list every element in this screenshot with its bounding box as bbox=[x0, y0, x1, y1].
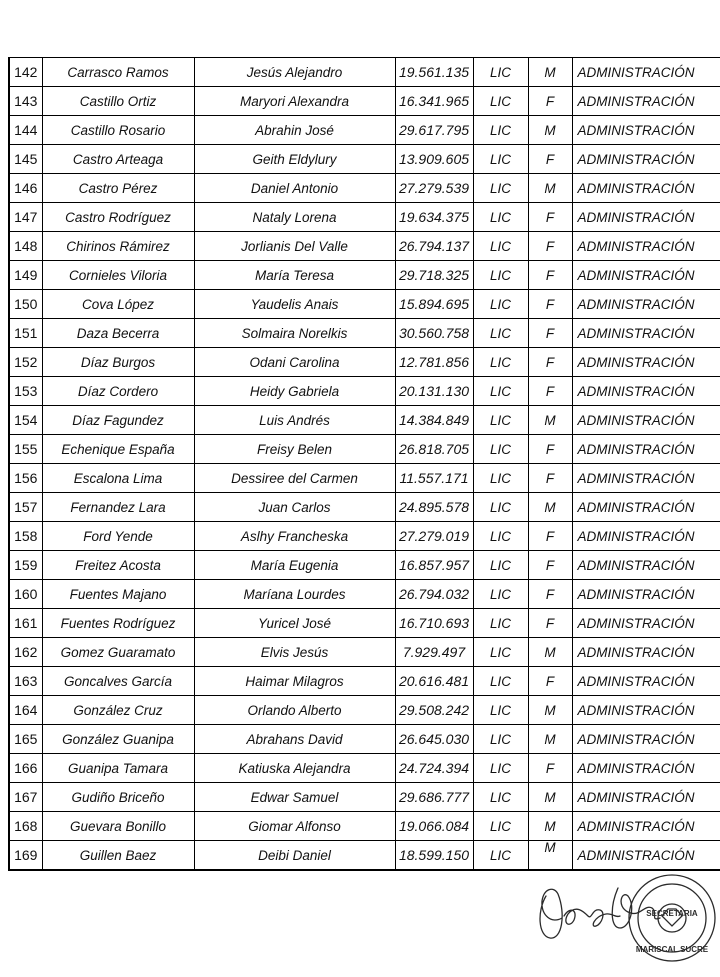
id-number-cell: 19.066.084 bbox=[395, 812, 473, 841]
sex-cell: F bbox=[528, 522, 572, 551]
id-number-cell: 16.710.693 bbox=[395, 609, 473, 638]
id-number-cell: 26.645.030 bbox=[395, 725, 473, 754]
id-number-cell: 11.557.171 bbox=[395, 464, 473, 493]
given-names-cell: Heidy Gabriela bbox=[194, 377, 395, 406]
given-names-cell: Maryori Alexandra bbox=[194, 87, 395, 116]
id-number-cell: 12.781.856 bbox=[395, 348, 473, 377]
sex-cell: M bbox=[528, 174, 572, 203]
row-number-cell: 150 bbox=[9, 290, 42, 319]
sex-cell: F bbox=[528, 348, 572, 377]
degree-level-cell: LIC bbox=[473, 667, 528, 696]
given-names-cell: María Eugenia bbox=[194, 551, 395, 580]
surname-cell: Castro Rodríguez bbox=[42, 203, 194, 232]
sex-cell: M bbox=[528, 638, 572, 667]
sex-cell: M bbox=[528, 406, 572, 435]
table-row bbox=[9, 348, 720, 377]
career-cell: ADMINISTRACIÓN bbox=[572, 261, 720, 290]
career-cell: ADMINISTRACIÓN bbox=[572, 406, 720, 435]
sex-cell: M bbox=[528, 841, 572, 871]
career-cell: ADMINISTRACIÓN bbox=[572, 116, 720, 145]
degree-level-cell: LIC bbox=[473, 696, 528, 725]
career-cell: ADMINISTRACIÓN bbox=[572, 551, 720, 580]
table-row bbox=[9, 580, 720, 609]
given-names-cell: Jorlianis Del Valle bbox=[194, 232, 395, 261]
degree-level-cell: LIC bbox=[473, 290, 528, 319]
degree-level-cell: LIC bbox=[473, 725, 528, 754]
surname-cell: Echenique España bbox=[42, 435, 194, 464]
table-row bbox=[9, 783, 720, 812]
career-cell: ADMINISTRACIÓN bbox=[572, 348, 720, 377]
table-row bbox=[9, 406, 720, 435]
given-names-cell: Jesús Alejandro bbox=[194, 58, 395, 87]
id-number-cell: 20.131.130 bbox=[395, 377, 473, 406]
degree-level-cell: LIC bbox=[473, 841, 528, 871]
sex-cell: F bbox=[528, 667, 572, 696]
surname-cell: Fuentes Rodríguez bbox=[42, 609, 194, 638]
career-cell: ADMINISTRACIÓN bbox=[572, 435, 720, 464]
table-row bbox=[9, 203, 720, 232]
table-row bbox=[9, 638, 720, 667]
given-names-cell: Nataly Lorena bbox=[194, 203, 395, 232]
stamp-text-2: MARISCAL SUCRE bbox=[635, 945, 709, 954]
id-number-cell: 7.929.497 bbox=[395, 638, 473, 667]
sex-cell: F bbox=[528, 464, 572, 493]
surname-cell: González Guanipa bbox=[42, 725, 194, 754]
stamp-text-1: SECRETARIA bbox=[646, 909, 698, 918]
row-number-cell: 157 bbox=[9, 493, 42, 522]
sex-cell: F bbox=[528, 290, 572, 319]
sex-cell: F bbox=[528, 580, 572, 609]
row-number-cell: 158 bbox=[9, 522, 42, 551]
table-row bbox=[9, 493, 720, 522]
row-number-cell: 144 bbox=[9, 116, 42, 145]
student-rows bbox=[9, 58, 720, 871]
degree-level-cell: LIC bbox=[473, 58, 528, 87]
sex-cell: M bbox=[528, 116, 572, 145]
given-names-cell: Geith Eldylury bbox=[194, 145, 395, 174]
degree-level-cell: LIC bbox=[473, 435, 528, 464]
career-cell: ADMINISTRACIÓN bbox=[572, 522, 720, 551]
row-number-cell: 164 bbox=[9, 696, 42, 725]
row-number-cell: 162 bbox=[9, 638, 42, 667]
degree-level-cell: LIC bbox=[473, 609, 528, 638]
table-row bbox=[9, 812, 720, 841]
degree-level-cell: LIC bbox=[473, 145, 528, 174]
student-table bbox=[8, 57, 720, 871]
id-number-cell: 14.384.849 bbox=[395, 406, 473, 435]
row-number-cell: 142 bbox=[9, 58, 42, 87]
signature-stroke-1 bbox=[540, 889, 562, 938]
row-number-cell: 146 bbox=[9, 174, 42, 203]
degree-level-cell: LIC bbox=[473, 174, 528, 203]
row-number-cell: 163 bbox=[9, 667, 42, 696]
given-names-cell: Giomar Alfonso bbox=[194, 812, 395, 841]
row-number-cell: 145 bbox=[9, 145, 42, 174]
table-row bbox=[9, 725, 720, 754]
row-number-cell: 161 bbox=[9, 609, 42, 638]
given-names-cell: Yaudelis Anais bbox=[194, 290, 395, 319]
row-number-cell: 149 bbox=[9, 261, 42, 290]
career-cell: ADMINISTRACIÓN bbox=[572, 754, 720, 783]
table-row bbox=[9, 696, 720, 725]
table-row bbox=[9, 667, 720, 696]
student-table-container bbox=[8, 57, 720, 871]
degree-level-cell: LIC bbox=[473, 493, 528, 522]
id-number-cell: 16.857.957 bbox=[395, 551, 473, 580]
table-row bbox=[9, 551, 720, 580]
sex-cell: F bbox=[528, 261, 572, 290]
row-number-cell: 160 bbox=[9, 580, 42, 609]
table-row bbox=[9, 290, 720, 319]
sex-cell: F bbox=[528, 145, 572, 174]
id-number-cell: 18.599.150 bbox=[395, 841, 473, 871]
surname-cell: Castro Arteaga bbox=[42, 145, 194, 174]
table-row bbox=[9, 754, 720, 783]
career-cell: ADMINISTRACIÓN bbox=[572, 609, 720, 638]
table-row bbox=[9, 464, 720, 493]
id-number-cell: 24.895.578 bbox=[395, 493, 473, 522]
id-number-cell: 26.794.032 bbox=[395, 580, 473, 609]
row-number-cell: 147 bbox=[9, 203, 42, 232]
surname-cell: Escalona Lima bbox=[42, 464, 194, 493]
given-names-cell: Orlando Alberto bbox=[194, 696, 395, 725]
degree-level-cell: LIC bbox=[473, 638, 528, 667]
surname-cell: Cornieles Viloria bbox=[42, 261, 194, 290]
degree-level-cell: LIC bbox=[473, 348, 528, 377]
surname-cell: Díaz Cordero bbox=[42, 377, 194, 406]
id-number-cell: 26.818.705 bbox=[395, 435, 473, 464]
given-names-cell: Luis Andrés bbox=[194, 406, 395, 435]
degree-level-cell: LIC bbox=[473, 522, 528, 551]
sex-cell: F bbox=[528, 87, 572, 116]
row-number-cell: 166 bbox=[9, 754, 42, 783]
id-number-cell: 16.341.965 bbox=[395, 87, 473, 116]
given-names-cell: Yuricel José bbox=[194, 609, 395, 638]
degree-level-cell: LIC bbox=[473, 232, 528, 261]
row-number-cell: 156 bbox=[9, 464, 42, 493]
degree-level-cell: LIC bbox=[473, 261, 528, 290]
id-number-cell: 30.560.758 bbox=[395, 319, 473, 348]
degree-level-cell: LIC bbox=[473, 580, 528, 609]
id-number-cell: 24.724.394 bbox=[395, 754, 473, 783]
given-names-cell: Haimar Milagros bbox=[194, 667, 395, 696]
table-row bbox=[9, 87, 720, 116]
surname-cell: Guillen Baez bbox=[42, 841, 194, 871]
given-names-cell: Freisy Belen bbox=[194, 435, 395, 464]
table-row bbox=[9, 377, 720, 406]
career-cell: ADMINISTRACIÓN bbox=[572, 145, 720, 174]
signature-stamp bbox=[532, 866, 720, 977]
sex-cell: M bbox=[528, 58, 572, 87]
sex-cell: F bbox=[528, 319, 572, 348]
surname-cell: Fuentes Majano bbox=[42, 580, 194, 609]
sex-cell: M bbox=[528, 812, 572, 841]
given-names-cell: Maríana Lourdes bbox=[194, 580, 395, 609]
degree-level-cell: LIC bbox=[473, 464, 528, 493]
surname-cell: Ford Yende bbox=[42, 522, 194, 551]
degree-level-cell: LIC bbox=[473, 783, 528, 812]
table-row bbox=[9, 232, 720, 261]
surname-cell: Castillo Ortiz bbox=[42, 87, 194, 116]
id-number-cell: 29.718.325 bbox=[395, 261, 473, 290]
table-row bbox=[9, 609, 720, 638]
id-number-cell: 27.279.019 bbox=[395, 522, 473, 551]
id-number-cell: 13.909.605 bbox=[395, 145, 473, 174]
table-row bbox=[9, 435, 720, 464]
row-number-cell: 154 bbox=[9, 406, 42, 435]
table-row bbox=[9, 116, 720, 145]
sex-cell: F bbox=[528, 377, 572, 406]
surname-cell: Gudiño Briceño bbox=[42, 783, 194, 812]
row-number-cell: 155 bbox=[9, 435, 42, 464]
row-number-cell: 168 bbox=[9, 812, 42, 841]
career-cell: ADMINISTRACIÓN bbox=[572, 841, 720, 871]
surname-cell: Carrasco Ramos bbox=[42, 58, 194, 87]
career-cell: ADMINISTRACIÓN bbox=[572, 812, 720, 841]
id-number-cell: 26.794.137 bbox=[395, 232, 473, 261]
career-cell: ADMINISTRACIÓN bbox=[572, 377, 720, 406]
row-number-cell: 167 bbox=[9, 783, 42, 812]
given-names-cell: Abrahans David bbox=[194, 725, 395, 754]
given-names-cell: Katiuska Alejandra bbox=[194, 754, 395, 783]
career-cell: ADMINISTRACIÓN bbox=[572, 493, 720, 522]
career-cell: ADMINISTRACIÓN bbox=[572, 638, 720, 667]
surname-cell: Goncalves García bbox=[42, 667, 194, 696]
id-number-cell: 27.279.539 bbox=[395, 174, 473, 203]
table-row bbox=[9, 174, 720, 203]
sex-cell: M bbox=[528, 493, 572, 522]
career-cell: ADMINISTRACIÓN bbox=[572, 783, 720, 812]
career-cell: ADMINISTRACIÓN bbox=[572, 232, 720, 261]
row-number-cell: 153 bbox=[9, 377, 42, 406]
id-number-cell: 19.634.375 bbox=[395, 203, 473, 232]
surname-cell: Díaz Fagundez bbox=[42, 406, 194, 435]
career-cell: ADMINISTRACIÓN bbox=[572, 667, 720, 696]
career-cell: ADMINISTRACIÓN bbox=[572, 290, 720, 319]
sex-cell: F bbox=[528, 551, 572, 580]
row-number-cell: 159 bbox=[9, 551, 42, 580]
degree-level-cell: LIC bbox=[473, 754, 528, 783]
surname-cell: Castro Pérez bbox=[42, 174, 194, 203]
career-cell: ADMINISTRACIÓN bbox=[572, 696, 720, 725]
surname-cell: Guanipa Tamara bbox=[42, 754, 194, 783]
degree-level-cell: LIC bbox=[473, 203, 528, 232]
row-number-cell: 169 bbox=[9, 841, 42, 871]
sex-cell: F bbox=[528, 232, 572, 261]
given-names-cell: Deibi Daniel bbox=[194, 841, 395, 871]
id-number-cell: 29.508.242 bbox=[395, 696, 473, 725]
sex-cell: F bbox=[528, 203, 572, 232]
id-number-cell: 20.616.481 bbox=[395, 667, 473, 696]
degree-level-cell: LIC bbox=[473, 319, 528, 348]
table-row bbox=[9, 261, 720, 290]
given-names-cell: Odani Carolina bbox=[194, 348, 395, 377]
sex-cell: M bbox=[528, 783, 572, 812]
given-names-cell: Juan Carlos bbox=[194, 493, 395, 522]
id-number-cell: 19.561.135 bbox=[395, 58, 473, 87]
career-cell: ADMINISTRACIÓN bbox=[572, 58, 720, 87]
degree-level-cell: LIC bbox=[473, 377, 528, 406]
surname-cell: Daza Becerra bbox=[42, 319, 194, 348]
row-number-cell: 165 bbox=[9, 725, 42, 754]
degree-level-cell: LIC bbox=[473, 812, 528, 841]
table-row bbox=[9, 319, 720, 348]
surname-cell: González Cruz bbox=[42, 696, 194, 725]
degree-level-cell: LIC bbox=[473, 87, 528, 116]
career-cell: ADMINISTRACIÓN bbox=[572, 87, 720, 116]
career-cell: ADMINISTRACIÓN bbox=[572, 725, 720, 754]
sex-cell: F bbox=[528, 754, 572, 783]
given-names-cell: Dessiree del Carmen bbox=[194, 464, 395, 493]
sex-cell: F bbox=[528, 435, 572, 464]
given-names-cell: Aslhy Francheska bbox=[194, 522, 395, 551]
surname-cell: Fernandez Lara bbox=[42, 493, 194, 522]
id-number-cell: 29.686.777 bbox=[395, 783, 473, 812]
given-names-cell: Edwar Samuel bbox=[194, 783, 395, 812]
surname-cell: Díaz Burgos bbox=[42, 348, 194, 377]
surname-cell: Cova López bbox=[42, 290, 194, 319]
sex-cell: M bbox=[528, 725, 572, 754]
given-names-cell: Abrahin José bbox=[194, 116, 395, 145]
degree-level-cell: LIC bbox=[473, 116, 528, 145]
row-number-cell: 143 bbox=[9, 87, 42, 116]
career-cell: ADMINISTRACIÓN bbox=[572, 464, 720, 493]
career-cell: ADMINISTRACIÓN bbox=[572, 203, 720, 232]
surname-cell: Guevara Bonillo bbox=[42, 812, 194, 841]
given-names-cell: María Teresa bbox=[194, 261, 395, 290]
career-cell: ADMINISTRACIÓN bbox=[572, 580, 720, 609]
row-number-cell: 148 bbox=[9, 232, 42, 261]
id-number-cell: 15.894.695 bbox=[395, 290, 473, 319]
given-names-cell: Daniel Antonio bbox=[194, 174, 395, 203]
id-number-cell: 29.617.795 bbox=[395, 116, 473, 145]
degree-level-cell: LIC bbox=[473, 406, 528, 435]
surname-cell: Freitez Acosta bbox=[42, 551, 194, 580]
degree-level-cell: LIC bbox=[473, 551, 528, 580]
surname-cell: Gomez Guaramato bbox=[42, 638, 194, 667]
sex-cell: F bbox=[528, 609, 572, 638]
table-row bbox=[9, 58, 720, 87]
row-number-cell: 152 bbox=[9, 348, 42, 377]
seal-inner-ring bbox=[638, 884, 706, 952]
row-number-cell: 151 bbox=[9, 319, 42, 348]
table-row bbox=[9, 145, 720, 174]
surname-cell: Chirinos Rámirez bbox=[42, 232, 194, 261]
surname-cell: Castillo Rosario bbox=[42, 116, 194, 145]
given-names-cell: Solmaira Norelkis bbox=[194, 319, 395, 348]
career-cell: ADMINISTRACIÓN bbox=[572, 174, 720, 203]
sex-cell: M bbox=[528, 696, 572, 725]
given-names-cell: Elvis Jesús bbox=[194, 638, 395, 667]
table-row bbox=[9, 522, 720, 551]
career-cell: ADMINISTRACIÓN bbox=[572, 319, 720, 348]
